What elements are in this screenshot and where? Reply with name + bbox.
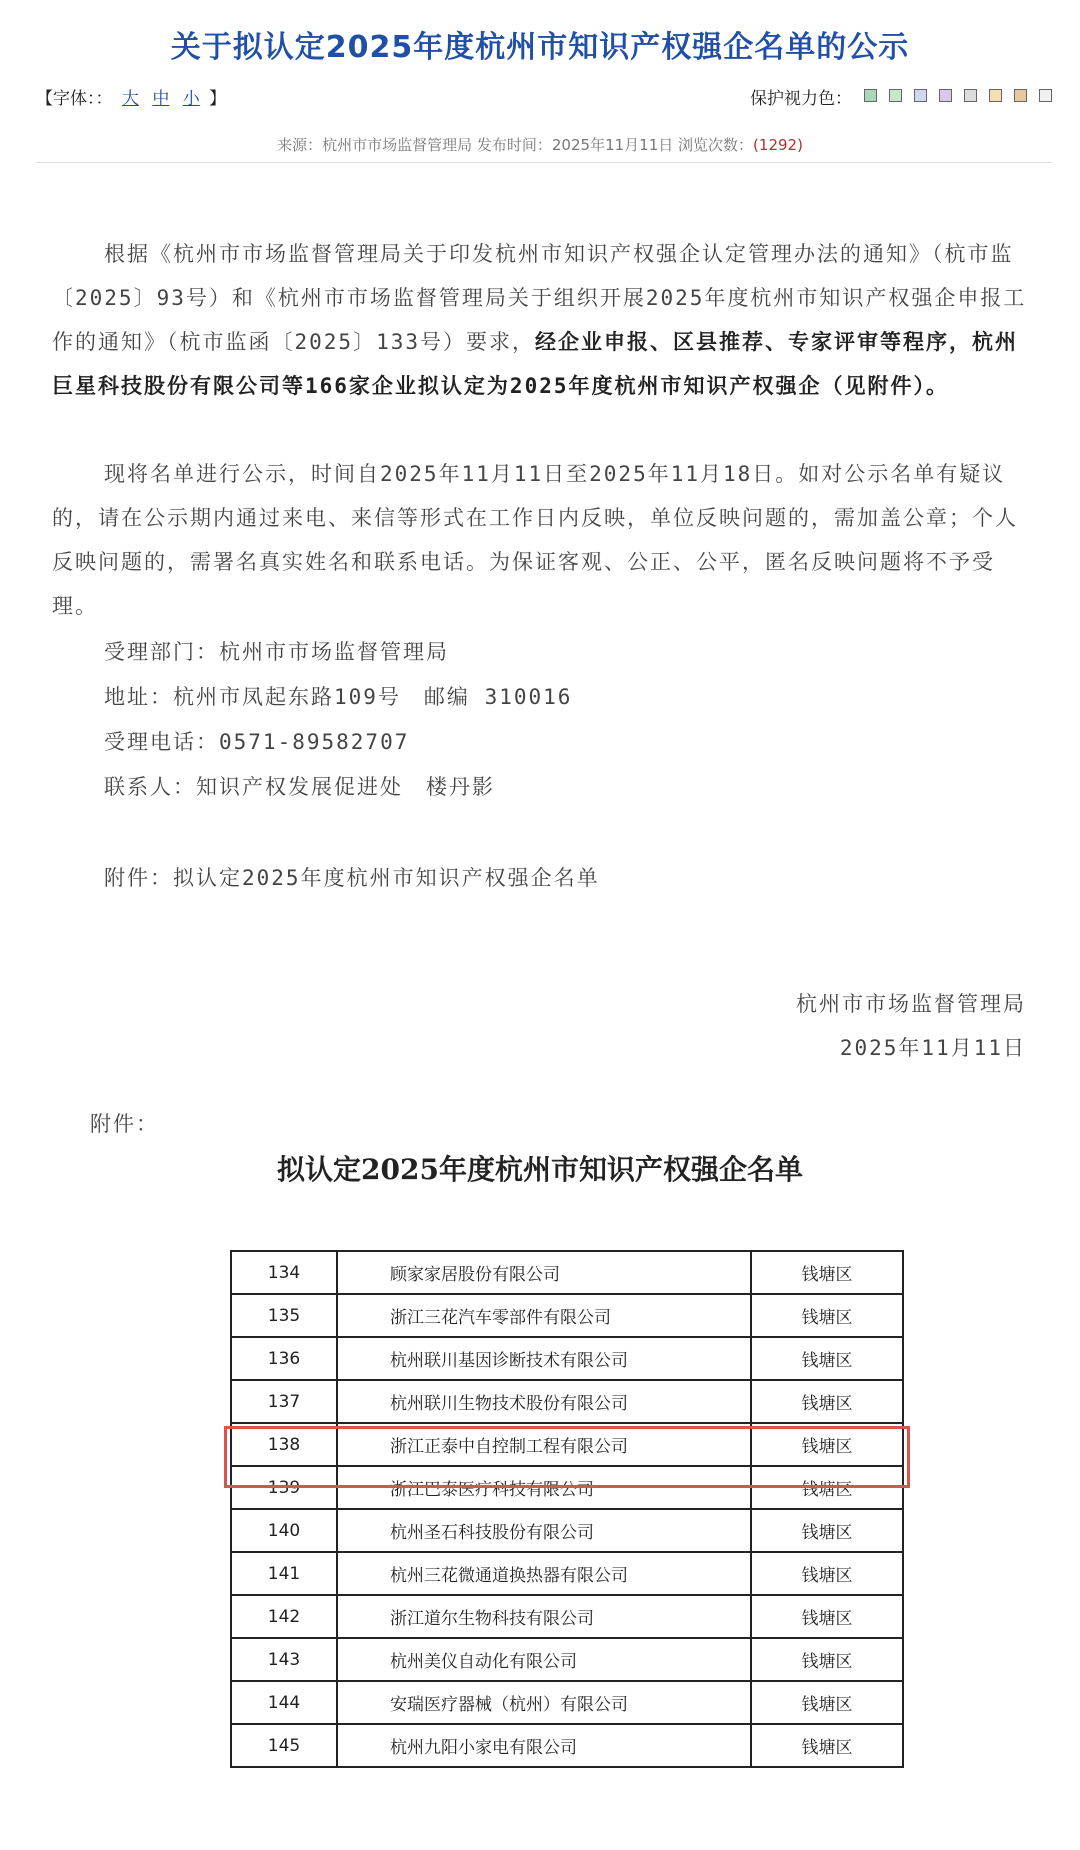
notice-paragraph-2: 现将名单进行公示，时间自2025年11月11日至2025年11月18日。如对公示名单有疑议的，请在公示期内通过来电、来信等形式在工作日内反映，单位反映问题的，需加盖公章；个人反映问题的，需署名真实姓名和联系电话。为保证客观、公正、公平，匿名反映问题将不予受理。 — [52, 462, 1018, 618]
table-row — [231, 1681, 903, 1724]
eyecare-swatch-2[interactable] — [889, 89, 902, 102]
row-number: 136 — [231, 1337, 337, 1380]
row-number: 145 — [231, 1724, 337, 1767]
phone: 受理电话：0571-89582707 — [104, 730, 410, 754]
signature-org: 杭州市市场监督管理局 — [796, 992, 1026, 1016]
district: 钱塘区 — [751, 1638, 903, 1681]
district: 钱塘区 — [751, 1294, 903, 1337]
company-name: 顾家家居股份有限公司 — [337, 1251, 751, 1294]
table-row — [231, 1294, 903, 1337]
eyecare-swatch-6[interactable] — [989, 89, 1002, 102]
toolbar — [36, 82, 1052, 110]
company-name: 杭州美仪自动化有限公司 — [337, 1638, 751, 1681]
eyecare-swatch-3[interactable] — [914, 89, 927, 102]
table-row — [231, 1638, 903, 1681]
company-name: 杭州联川基因诊断技术有限公司 — [337, 1337, 751, 1380]
paragraph-1-bold-text: 经企业申报、区县推荐、专家评审等程序，杭州巨星科技股份有限公司等166家企业拟认定为2025年度杭州市知识产权强企（见附件）。 — [52, 330, 1018, 398]
row-number: 139 — [231, 1466, 337, 1509]
company-name: 浙江道尔生物科技有限公司 — [337, 1595, 751, 1638]
row-number: 143 — [231, 1638, 337, 1681]
row-number: 140 — [231, 1509, 337, 1552]
district: 钱塘区 — [751, 1466, 903, 1509]
notice-paragraph-1 — [52, 232, 1032, 408]
company-table — [230, 1250, 904, 1768]
row-number: 134 — [231, 1251, 337, 1294]
district: 钱塘区 — [751, 1380, 903, 1423]
font-medium-link[interactable]: 中 — [152, 89, 170, 109]
views-count: (1292) — [753, 136, 803, 154]
company-name: 浙江正泰中自控制工程有限公司 — [337, 1423, 751, 1466]
company-name: 浙江巴泰医疗科技有限公司 — [337, 1466, 751, 1509]
district: 钱塘区 — [751, 1423, 903, 1466]
contact-person: 联系人：知识产权发展促进处 楼丹影 — [104, 775, 495, 799]
company-name: 杭州联川生物技术股份有限公司 — [337, 1380, 751, 1423]
table-row — [231, 1380, 903, 1423]
table-row — [231, 1251, 903, 1294]
district: 钱塘区 — [751, 1681, 903, 1724]
company-name: 杭州圣石科技股份有限公司 — [337, 1509, 751, 1552]
font-large-link[interactable]: 大 — [121, 89, 139, 109]
district: 钱塘区 — [751, 1337, 903, 1380]
company-name: 浙江三花汽车零部件有限公司 — [337, 1294, 751, 1337]
address: 地址：杭州市凤起东路109号 邮编 310016 — [104, 685, 573, 709]
district: 钱塘区 — [751, 1724, 903, 1767]
table-row — [231, 1724, 903, 1767]
signature-date: 2025年11月11日 — [839, 1036, 1026, 1060]
font-size-label-end: 】 — [209, 89, 227, 109]
table-row — [231, 1552, 903, 1595]
district: 钱塘区 — [751, 1509, 903, 1552]
district: 钱塘区 — [751, 1552, 903, 1595]
district: 钱塘区 — [751, 1595, 903, 1638]
highlight-box — [224, 1426, 910, 1488]
row-number: 141 — [231, 1552, 337, 1595]
table-row — [231, 1509, 903, 1552]
font-size-selector — [36, 84, 226, 109]
row-number: 137 — [231, 1380, 337, 1423]
published-value: 2025年11月11日 — [551, 136, 674, 154]
eyecare-swatches — [852, 87, 1052, 107]
table-row — [231, 1337, 903, 1380]
page-title: 关于拟认定2025年度杭州市知识产权强企名单的公示 — [170, 30, 910, 65]
source-label: 来源： — [277, 136, 323, 154]
views-label: 浏览次数： — [678, 136, 754, 154]
row-number: 142 — [231, 1595, 337, 1638]
eyecare-swatch-4[interactable] — [939, 89, 952, 102]
row-number: 135 — [231, 1294, 337, 1337]
eyecare-swatch-8[interactable] — [1039, 89, 1052, 102]
district: 钱塘区 — [751, 1251, 903, 1294]
attachment-link[interactable]: 附件：拟认定2025年度杭州市知识产权强企名单 — [104, 866, 600, 890]
font-small-link[interactable]: 小 — [182, 89, 200, 109]
eyecare-swatch-7[interactable] — [1014, 89, 1027, 102]
published-label: 发布时间： — [476, 136, 552, 154]
source-value: 杭州市市场监督管理局 — [322, 136, 473, 154]
font-size-label: 【字体：： — [36, 89, 113, 109]
eyecare-selector — [750, 84, 1052, 109]
eyecare-swatch-5[interactable] — [964, 89, 977, 102]
eyecare-label: 保护视力色： — [750, 89, 852, 109]
eyecare-swatch-1[interactable] — [864, 89, 877, 102]
attachment-label: 附件： — [90, 1112, 159, 1136]
article-meta — [0, 134, 1080, 155]
company-name: 安瑞医疗器械（杭州）有限公司 — [337, 1681, 751, 1724]
header-divider — [36, 162, 1052, 163]
receiving-dept: 受理部门：杭州市市场监督管理局 — [104, 640, 449, 664]
company-name: 杭州三花微通道换热器有限公司 — [337, 1552, 751, 1595]
attachment-title: 拟认定2025年度杭州市知识产权强企名单 — [277, 1153, 803, 1186]
table-row — [231, 1595, 903, 1638]
row-number: 144 — [231, 1681, 337, 1724]
row-number: 138 — [231, 1423, 337, 1466]
company-name: 杭州九阳小家电有限公司 — [337, 1724, 751, 1767]
paragraph-1-text: 根据《杭州市市场监督管理局关于印发杭州市知识产权强企认定管理办法的通知》（杭市监〔2025〕93号）和《杭州市市场监督管理局关于组织开展2025年度杭州市知识产权强企申报工作的通知》（杭市监函〔2025〕133号）要求， — [52, 242, 1027, 354]
